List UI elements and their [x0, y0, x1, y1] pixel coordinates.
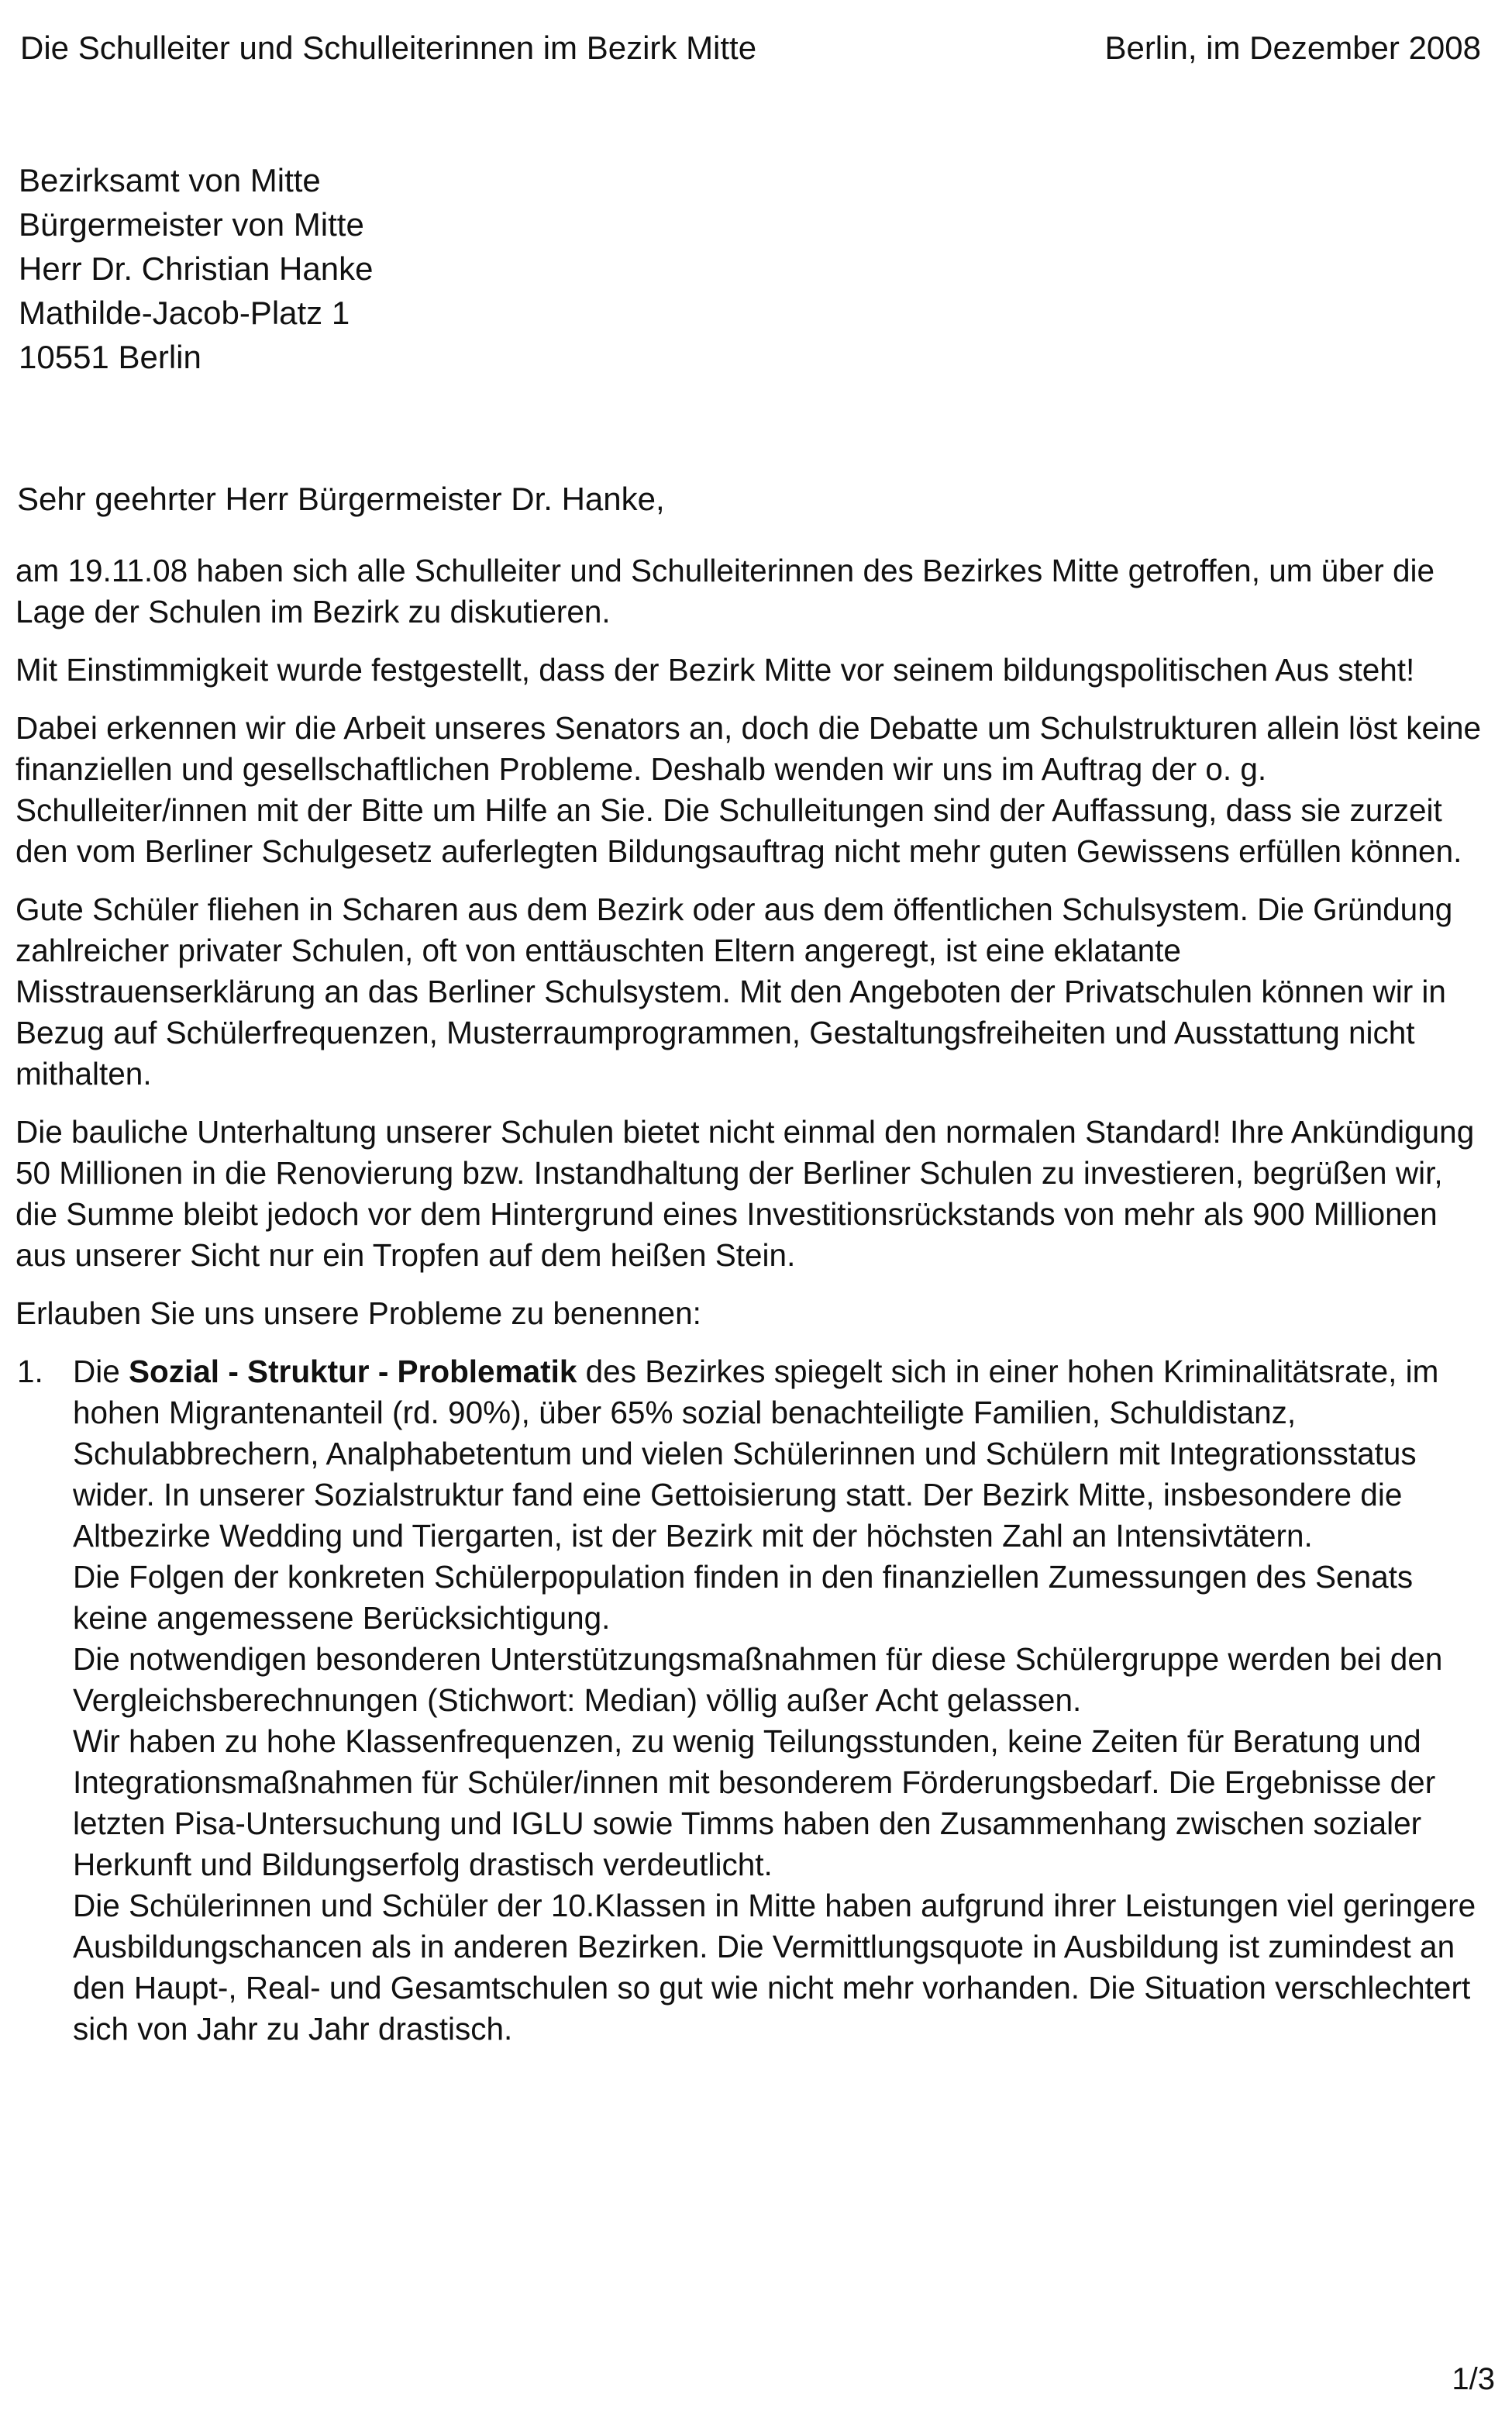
body-paragraph: Gute Schüler fliehen in Scharen aus dem Bezirk oder aus dem öffentlichen Schulsystem. Die Gründung zahlreicher privater Schulen, oft von enttäuschten Eltern angeregt, ist eine eklatante Misstrauenserklärung an das Berliner Schulsystem. Mit den Angeboten der Privatschulen können wir in Bezug auf Schülerfrequenzen, Musterraumprogrammen, Gestaltungsfreiheiten und Ausstattung nicht mithalten.: [15, 892, 1453, 1092]
address-line: Mathilde-Jacob-Platz 1: [19, 295, 350, 331]
list-item-text: des Bezirkes spiegelt sich in einer hohen Kriminalitätsrate, im hohen Migrantenanteil (rd. 90%), über 65% sozial benachteiligte Familien, Schuldistanz, Schulabbrechern, Analphabetentum und vielen Schülerinnen und Schülern mit Integrationsstatus wider. In unserer Sozialstruktur fand eine Gettoisierung statt. Der Bezirk Mitte, insbesondere die Altbezirke Wedding und Tiergarten, ist der Bezirk mit der höchsten Zahl an Intensivtätern.: [73, 1354, 1439, 1554]
date-line: Berlin, im Dezember 2008: [1104, 29, 1481, 66]
list-item-paragraph: Wir haben zu hohe Klassenfrequenzen, zu wenig Teilungsstunden, keine Zeiten für Beratung und Integrationsmaßnahmen für Schüler/innen mit besonderem Förderungsbedarf. Die Ergebnisse der letzten Pisa-Untersuchung und IGLU sowie Timms haben den Zusammenhang zwischen sozialer Herkunft und Bildungserfolg drastisch verdeutlicht.: [73, 1723, 1436, 1882]
body-paragraph: Erlauben Sie uns unsere Probleme zu benennen:: [15, 1295, 701, 1331]
body-paragraph: Die bauliche Unterhaltung unserer Schulen bietet nicht einmal den normalen Standard! Ihre Ankündigung 50 Millionen in die Renovierung bzw. Instandhaltung der Berliner Schulen zu investieren, begrüßen wir, die Summe bleibt jedoch vor dem Hintergrund eines Investitionsrückstands von mehr als 900 Millionen aus unserer Sicht nur ein Tropfen auf dem heißen Stein.: [15, 1114, 1475, 1273]
recipient-address: [19, 158, 373, 379]
letter-body: [15, 550, 1488, 2050]
page-number: 1/3: [1452, 2362, 1495, 2396]
body-paragraph: am 19.11.08 haben sich alle Schulleiter und Schulleiterinnen des Bezirkes Mitte getroffen, um über die Lage der Schulen im Bezirk zu diskutieren.: [15, 553, 1435, 629]
address-line: 10551 Berlin: [19, 339, 201, 375]
address-line: Bürgermeister von Mitte: [19, 206, 364, 243]
salutation: Sehr geehrter Herr Bürgermeister Dr. Hanke,: [17, 481, 665, 517]
address-line: Bezirksamt von Mitte: [19, 162, 321, 198]
list-item: [15, 1351, 1488, 2050]
problem-list: [15, 1351, 1488, 2050]
list-item-paragraph: Die notwendigen besonderen Unterstützungsmaßnahmen für diese Schülergruppe werden bei den Vergleichsberechnungen (Stichwort: Median) völlig außer Acht gelassen.: [73, 1641, 1443, 1718]
body-paragraph: Dabei erkennen wir die Arbeit unseres Senators an, doch die Debatte um Schulstrukturen allein löst keine finanziellen und gesellschaftlichen Probleme. Deshalb wenden wir uns im Auftrag der o. g. Schulleiter/innen mit der Bitte um Hilfe an Sie. Die Schulleitungen sind der Auffassung, dass sie zurzeit den vom Berliner Schulgesetz auferlegten Bildungsauftrag nicht mehr guten Gewissens erfüllen können.: [15, 710, 1482, 869]
list-item-number: 1.: [17, 1354, 43, 1389]
list-item-first-paragraph: [73, 1351, 1488, 1557]
sender-line: Die Schulleiter und Schulleiterinnen im Bezirk Mitte: [20, 29, 757, 66]
list-item-intro: Die: [73, 1354, 129, 1389]
list-item-paragraph: Die Folgen der konkreten Schülerpopulation finden in den finanziellen Zumessungen des Senats keine angemessene Berücksichtigung.: [73, 1559, 1414, 1636]
address-line: Herr Dr. Christian Hanke: [19, 250, 374, 287]
list-item-bold-term: Sozial - Struktur - Problematik: [129, 1354, 577, 1389]
list-item-paragraph: Die Schülerinnen und Schüler der 10.Klassen in Mitte haben aufgrund ihrer Leistungen viel geringere Ausbildungschancen als in anderen Bezirken. Die Vermittlungsquote in Ausbildung ist zumindest an den Haupt-, Real- und Gesamtschulen so gut wie nicht mehr vorhanden. Die Situation verschlechtert sich von Jahr zu Jahr drastisch.: [73, 1888, 1476, 2047]
body-paragraph: Mit Einstimmigkeit wurde festgestellt, dass der Bezirk Mitte vor seinem bildungspolitischen Aus steht!: [15, 652, 1415, 688]
